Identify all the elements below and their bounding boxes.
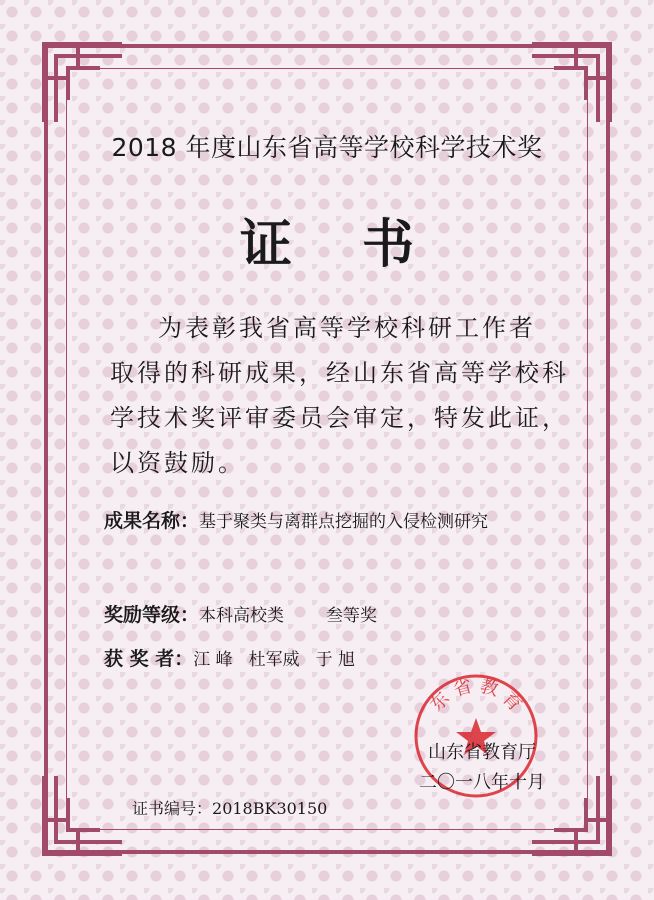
award-title: 2018 年度山东省高等学校科学技术奖 xyxy=(111,133,543,162)
issue-date: 二〇一八年十月 xyxy=(419,772,545,793)
achievement-row xyxy=(104,506,488,533)
corner-ornament-bottom-left xyxy=(38,770,128,860)
certificate-heading: 证书 xyxy=(239,215,484,275)
certificate-number-value: 2018BK30150 xyxy=(212,799,328,818)
corner-ornament-top-left xyxy=(38,38,128,128)
certificate-number xyxy=(132,796,327,819)
grade-label: 奖励等级： xyxy=(104,604,200,626)
issuer-block xyxy=(402,738,562,798)
body-line-1: 为表彰我省高等学校科研工作者 xyxy=(158,314,536,342)
achievement-label: 成果名称： xyxy=(104,510,200,532)
body-line-4: 以资鼓励。 xyxy=(110,449,245,477)
svg-text:东 省 教 育: 东 省 教 育 xyxy=(426,675,526,716)
winner-name: 于 旭 xyxy=(315,650,356,670)
winners-label: 获 奖 者： xyxy=(104,648,194,670)
certificate-number-label: 证书编号： xyxy=(132,799,213,818)
grade-row xyxy=(104,600,377,627)
winner-name: 江 峰 xyxy=(193,650,233,670)
issuer-name: 山东省教育厅 xyxy=(428,742,536,763)
achievement-value: 基于聚类与离群点挖掘的入侵检测研究 xyxy=(199,512,489,532)
winner-name: 杜军威 xyxy=(248,650,300,670)
body-line-2: 取得的科研成果，经山东省高等学校科 xyxy=(110,359,569,387)
corner-ornament-top-right xyxy=(526,38,616,128)
certificate-body xyxy=(110,306,590,486)
winners-row xyxy=(104,644,355,671)
grade-level: 叁等奖 xyxy=(326,606,378,626)
body-line-3: 学技术奖评审委员会审定，特发此证， xyxy=(110,404,569,432)
grade-category: 本科高校类 xyxy=(199,606,285,626)
